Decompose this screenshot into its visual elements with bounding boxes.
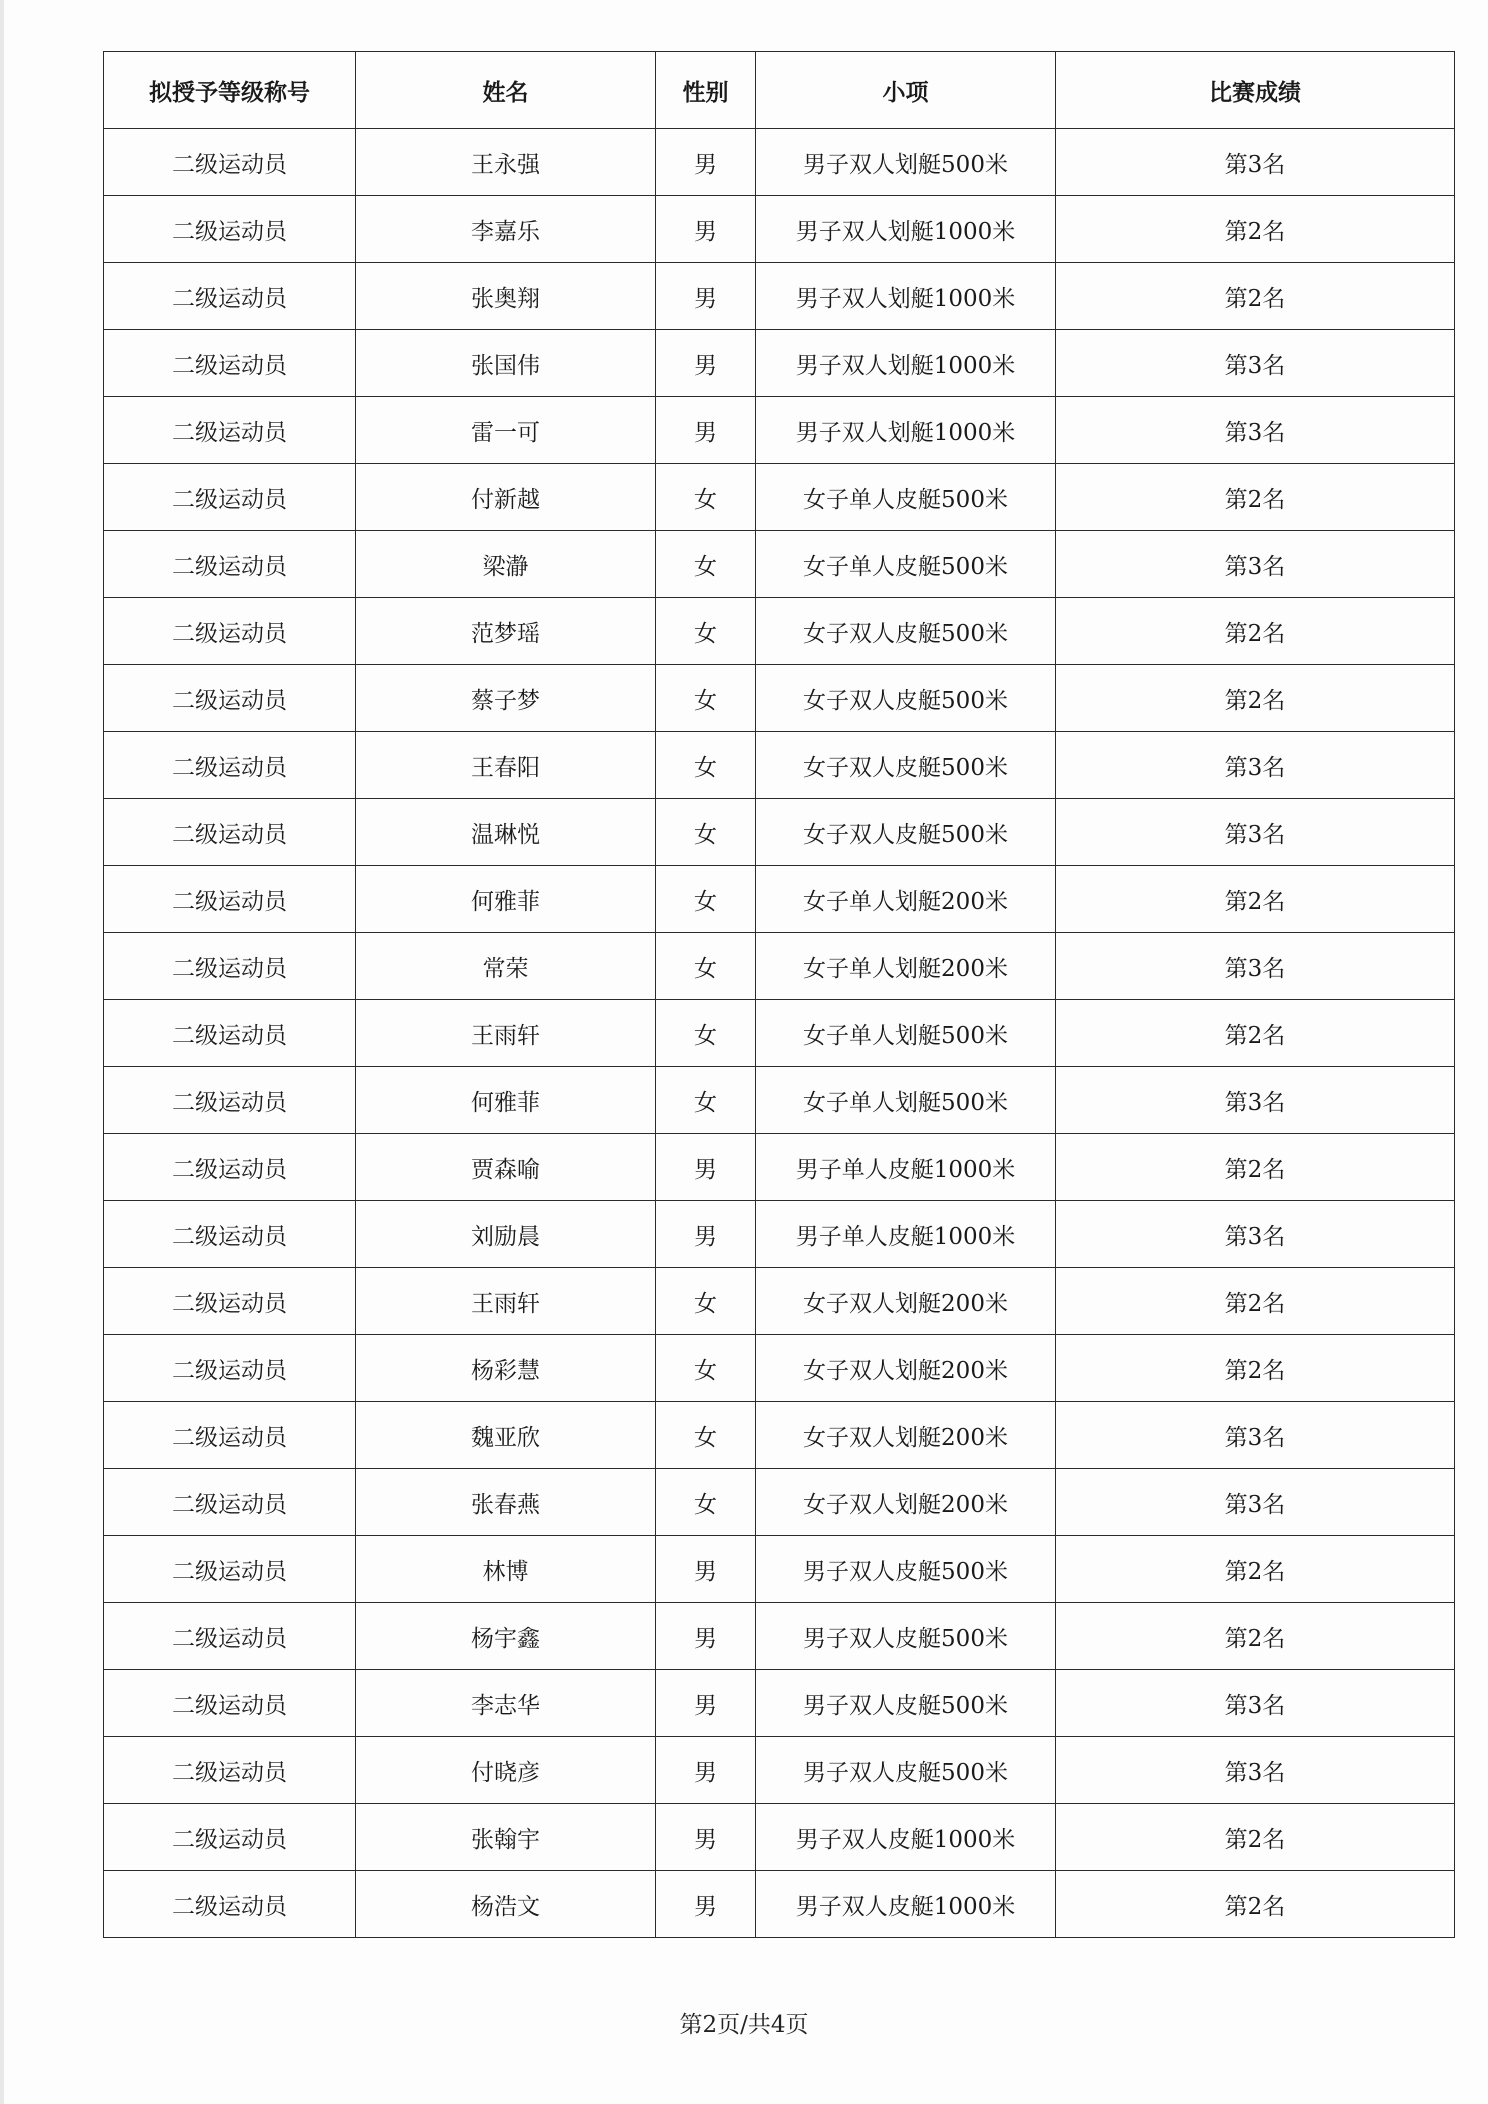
cell-gender: 女 bbox=[656, 1268, 756, 1335]
cell-result: 第2名 bbox=[1056, 1000, 1455, 1067]
cell-name: 杨宇鑫 bbox=[356, 1603, 656, 1670]
table-row bbox=[104, 1268, 1455, 1335]
table-row bbox=[104, 1335, 1455, 1402]
cell-name: 蔡子梦 bbox=[356, 665, 656, 732]
cell-event: 女子单人划艇500米 bbox=[756, 1067, 1056, 1134]
table-row bbox=[104, 1469, 1455, 1536]
cell-event: 男子双人划艇1000米 bbox=[756, 397, 1056, 464]
cell-name: 李嘉乐 bbox=[356, 196, 656, 263]
cell-title-grade: 二级运动员 bbox=[104, 866, 356, 933]
table-row bbox=[104, 598, 1455, 665]
cell-event: 女子单人皮艇500米 bbox=[756, 464, 1056, 531]
cell-event: 女子双人划艇200米 bbox=[756, 1402, 1056, 1469]
cell-gender: 男 bbox=[656, 1670, 756, 1737]
table-body bbox=[104, 129, 1455, 1938]
cell-title-grade: 二级运动员 bbox=[104, 330, 356, 397]
cell-name: 王春阳 bbox=[356, 732, 656, 799]
cell-result: 第3名 bbox=[1056, 1737, 1455, 1804]
cell-title-grade: 二级运动员 bbox=[104, 732, 356, 799]
athlete-roster-table bbox=[103, 51, 1455, 1938]
cell-event: 女子双人划艇200米 bbox=[756, 1335, 1056, 1402]
cell-name: 雷一可 bbox=[356, 397, 656, 464]
table-row bbox=[104, 1000, 1455, 1067]
table-row bbox=[104, 799, 1455, 866]
cell-name: 范梦瑶 bbox=[356, 598, 656, 665]
cell-result: 第3名 bbox=[1056, 1201, 1455, 1268]
cell-gender: 男 bbox=[656, 1737, 756, 1804]
cell-gender: 女 bbox=[656, 732, 756, 799]
header-row bbox=[104, 52, 1455, 129]
cell-result: 第3名 bbox=[1056, 732, 1455, 799]
table-row bbox=[104, 1201, 1455, 1268]
cell-result: 第2名 bbox=[1056, 1335, 1455, 1402]
cell-title-grade: 二级运动员 bbox=[104, 1804, 356, 1871]
cell-gender: 男 bbox=[656, 263, 756, 330]
cell-gender: 女 bbox=[656, 866, 756, 933]
cell-event: 女子双人皮艇500米 bbox=[756, 799, 1056, 866]
cell-name: 林博 bbox=[356, 1536, 656, 1603]
cell-gender: 男 bbox=[656, 196, 756, 263]
cell-result: 第2名 bbox=[1056, 598, 1455, 665]
cell-title-grade: 二级运动员 bbox=[104, 665, 356, 732]
cell-gender: 女 bbox=[656, 1067, 756, 1134]
cell-result: 第2名 bbox=[1056, 1134, 1455, 1201]
cell-event: 男子双人皮艇1000米 bbox=[756, 1871, 1056, 1938]
table-row bbox=[104, 1536, 1455, 1603]
cell-title-grade: 二级运动员 bbox=[104, 598, 356, 665]
cell-result: 第2名 bbox=[1056, 1603, 1455, 1670]
table-row bbox=[104, 1134, 1455, 1201]
cell-event: 男子双人皮艇1000米 bbox=[756, 1804, 1056, 1871]
cell-title-grade: 二级运动员 bbox=[104, 129, 356, 196]
cell-event: 女子双人皮艇500米 bbox=[756, 598, 1056, 665]
cell-gender: 男 bbox=[656, 1871, 756, 1938]
cell-title-grade: 二级运动员 bbox=[104, 1335, 356, 1402]
cell-gender: 女 bbox=[656, 598, 756, 665]
cell-result: 第3名 bbox=[1056, 330, 1455, 397]
table-row bbox=[104, 464, 1455, 531]
table-row bbox=[104, 397, 1455, 464]
cell-name: 张国伟 bbox=[356, 330, 656, 397]
cell-title-grade: 二级运动员 bbox=[104, 263, 356, 330]
cell-event: 女子双人划艇200米 bbox=[756, 1268, 1056, 1335]
cell-result: 第2名 bbox=[1056, 866, 1455, 933]
cell-gender: 女 bbox=[656, 933, 756, 1000]
cell-title-grade: 二级运动员 bbox=[104, 1402, 356, 1469]
table-row bbox=[104, 330, 1455, 397]
cell-result: 第3名 bbox=[1056, 1469, 1455, 1536]
cell-name: 贾森喻 bbox=[356, 1134, 656, 1201]
cell-event: 女子双人皮艇500米 bbox=[756, 665, 1056, 732]
cell-event: 男子双人划艇500米 bbox=[756, 129, 1056, 196]
cell-title-grade: 二级运动员 bbox=[104, 1134, 356, 1201]
cell-event: 女子单人划艇500米 bbox=[756, 1000, 1056, 1067]
cell-gender: 女 bbox=[656, 665, 756, 732]
cell-name: 张奥翔 bbox=[356, 263, 656, 330]
cell-result: 第3名 bbox=[1056, 129, 1455, 196]
header-result: 比赛成绩 bbox=[1056, 52, 1455, 129]
cell-event: 女子单人划艇200米 bbox=[756, 866, 1056, 933]
cell-name: 王雨轩 bbox=[356, 1000, 656, 1067]
table-row bbox=[104, 665, 1455, 732]
cell-gender: 男 bbox=[656, 1603, 756, 1670]
cell-gender: 男 bbox=[656, 1804, 756, 1871]
cell-name: 付新越 bbox=[356, 464, 656, 531]
cell-title-grade: 二级运动员 bbox=[104, 1536, 356, 1603]
cell-event: 男子单人皮艇1000米 bbox=[756, 1134, 1056, 1201]
table-row bbox=[104, 933, 1455, 1000]
cell-result: 第2名 bbox=[1056, 1536, 1455, 1603]
table-row bbox=[104, 1402, 1455, 1469]
cell-event: 男子双人皮艇500米 bbox=[756, 1536, 1056, 1603]
cell-name: 王雨轩 bbox=[356, 1268, 656, 1335]
cell-gender: 女 bbox=[656, 799, 756, 866]
table-row bbox=[104, 1804, 1455, 1871]
scan-edge bbox=[0, 0, 4, 2104]
cell-title-grade: 二级运动员 bbox=[104, 933, 356, 1000]
cell-name: 张翰宇 bbox=[356, 1804, 656, 1871]
cell-title-grade: 二级运动员 bbox=[104, 1603, 356, 1670]
cell-result: 第3名 bbox=[1056, 397, 1455, 464]
header-title-grade: 拟授予等级称号 bbox=[104, 52, 356, 129]
table-row bbox=[104, 732, 1455, 799]
table-row bbox=[104, 129, 1455, 196]
cell-name: 付晓彦 bbox=[356, 1737, 656, 1804]
cell-title-grade: 二级运动员 bbox=[104, 1469, 356, 1536]
cell-title-grade: 二级运动员 bbox=[104, 1670, 356, 1737]
cell-gender: 女 bbox=[656, 1469, 756, 1536]
page-number: 第2页/共4页 bbox=[679, 2012, 809, 2038]
cell-name: 温琳悦 bbox=[356, 799, 656, 866]
cell-title-grade: 二级运动员 bbox=[104, 397, 356, 464]
cell-name: 张春燕 bbox=[356, 1469, 656, 1536]
cell-title-grade: 二级运动员 bbox=[104, 464, 356, 531]
cell-result: 第2名 bbox=[1056, 1268, 1455, 1335]
cell-result: 第3名 bbox=[1056, 1067, 1455, 1134]
cell-result: 第2名 bbox=[1056, 1871, 1455, 1938]
cell-event: 男子单人皮艇1000米 bbox=[756, 1201, 1056, 1268]
cell-gender: 男 bbox=[656, 129, 756, 196]
table-row bbox=[104, 1737, 1455, 1804]
cell-gender: 女 bbox=[656, 1000, 756, 1067]
cell-event: 男子双人划艇1000米 bbox=[756, 263, 1056, 330]
cell-title-grade: 二级运动员 bbox=[104, 799, 356, 866]
cell-event: 男子双人划艇1000米 bbox=[756, 196, 1056, 263]
cell-gender: 男 bbox=[656, 1201, 756, 1268]
cell-title-grade: 二级运动员 bbox=[104, 1737, 356, 1804]
table-row bbox=[104, 1871, 1455, 1938]
cell-title-grade: 二级运动员 bbox=[104, 1067, 356, 1134]
table-row bbox=[104, 1670, 1455, 1737]
cell-title-grade: 二级运动员 bbox=[104, 1268, 356, 1335]
table-row bbox=[104, 531, 1455, 598]
cell-gender: 女 bbox=[656, 531, 756, 598]
cell-title-grade: 二级运动员 bbox=[104, 1871, 356, 1938]
cell-result: 第2名 bbox=[1056, 665, 1455, 732]
cell-event: 男子双人皮艇500米 bbox=[756, 1603, 1056, 1670]
cell-event: 女子单人划艇200米 bbox=[756, 933, 1056, 1000]
table-row bbox=[104, 196, 1455, 263]
cell-result: 第2名 bbox=[1056, 196, 1455, 263]
cell-gender: 女 bbox=[656, 1335, 756, 1402]
cell-title-grade: 二级运动员 bbox=[104, 1201, 356, 1268]
table-header bbox=[104, 52, 1455, 129]
cell-event: 男子双人皮艇500米 bbox=[756, 1670, 1056, 1737]
cell-event: 女子双人皮艇500米 bbox=[756, 732, 1056, 799]
header-event: 小项 bbox=[756, 52, 1056, 129]
cell-gender: 女 bbox=[656, 1402, 756, 1469]
table-row bbox=[104, 866, 1455, 933]
cell-result: 第3名 bbox=[1056, 1402, 1455, 1469]
table-row bbox=[104, 263, 1455, 330]
cell-result: 第3名 bbox=[1056, 531, 1455, 598]
table-row bbox=[104, 1603, 1455, 1670]
header-gender: 性别 bbox=[656, 52, 756, 129]
table-row bbox=[104, 1067, 1455, 1134]
cell-title-grade: 二级运动员 bbox=[104, 531, 356, 598]
cell-result: 第2名 bbox=[1056, 1804, 1455, 1871]
cell-title-grade: 二级运动员 bbox=[104, 196, 356, 263]
cell-result: 第3名 bbox=[1056, 1670, 1455, 1737]
cell-name: 何雅菲 bbox=[356, 866, 656, 933]
cell-name: 李志华 bbox=[356, 1670, 656, 1737]
cell-name: 魏亚欣 bbox=[356, 1402, 656, 1469]
cell-gender: 男 bbox=[656, 1536, 756, 1603]
cell-result: 第3名 bbox=[1056, 933, 1455, 1000]
cell-name: 刘励晨 bbox=[356, 1201, 656, 1268]
cell-gender: 男 bbox=[656, 397, 756, 464]
cell-name: 梁瀞 bbox=[356, 531, 656, 598]
cell-title-grade: 二级运动员 bbox=[104, 1000, 356, 1067]
cell-name: 杨浩文 bbox=[356, 1871, 656, 1938]
cell-event: 女子单人皮艇500米 bbox=[756, 531, 1056, 598]
cell-event: 男子双人划艇1000米 bbox=[756, 330, 1056, 397]
cell-result: 第2名 bbox=[1056, 263, 1455, 330]
cell-event: 女子双人划艇200米 bbox=[756, 1469, 1056, 1536]
cell-gender: 男 bbox=[656, 330, 756, 397]
cell-result: 第2名 bbox=[1056, 464, 1455, 531]
cell-result: 第3名 bbox=[1056, 799, 1455, 866]
cell-gender: 男 bbox=[656, 1134, 756, 1201]
cell-name: 常荣 bbox=[356, 933, 656, 1000]
cell-name: 何雅菲 bbox=[356, 1067, 656, 1134]
header-name: 姓名 bbox=[356, 52, 656, 129]
cell-name: 王永强 bbox=[356, 129, 656, 196]
cell-event: 男子双人皮艇500米 bbox=[756, 1737, 1056, 1804]
cell-gender: 女 bbox=[656, 464, 756, 531]
cell-name: 杨彩慧 bbox=[356, 1335, 656, 1402]
